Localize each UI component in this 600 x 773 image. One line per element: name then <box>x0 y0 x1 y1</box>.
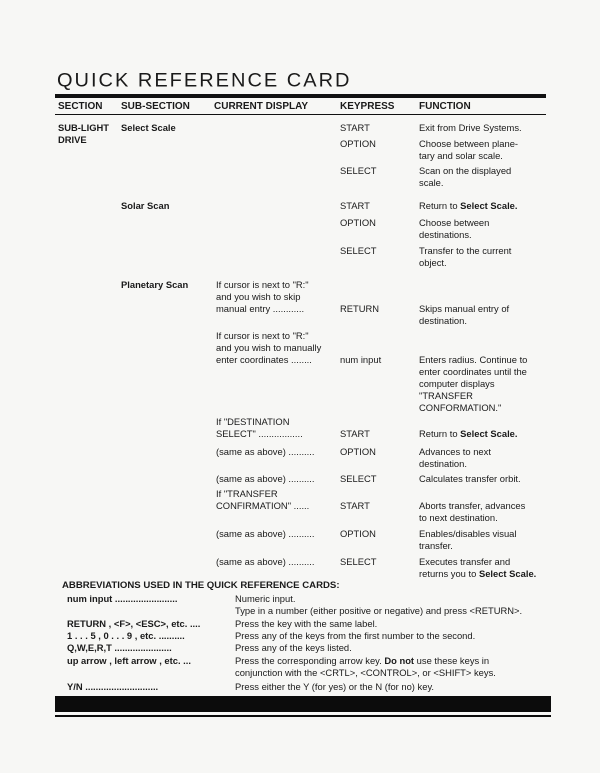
keypress-cell: START <box>340 200 370 211</box>
function-cell: "TRANSFER <box>419 390 473 401</box>
abbr-key: RETURN , <F>, <ESC>, etc. .... <box>67 618 201 629</box>
header-function: FUNCTION <box>419 101 471 112</box>
function-cell: to next destination. <box>419 512 498 523</box>
function-cell: Return to Select Scale. <box>419 428 518 439</box>
display-cell: If cursor is next to "R:" <box>216 330 309 341</box>
function-cell: returns you to Select Scale. <box>419 568 537 579</box>
function-cell: Enters radius. Continue to <box>419 354 528 365</box>
display-cell: If "DESTINATION <box>216 416 290 427</box>
abbr-value: Press any of the keys from the first number to the second. <box>235 630 476 641</box>
subsection-planetary-scan: Planetary Scan <box>121 279 189 290</box>
section-name-line1: SUB-LIGHT <box>58 122 110 133</box>
keypress-cell: RETURN <box>340 303 380 314</box>
function-cell: destination. <box>419 458 467 469</box>
keypress-cell: SELECT <box>340 245 377 256</box>
function-cell: object. <box>419 257 447 268</box>
function-cell: Executes transfer and <box>419 556 511 567</box>
display-cell: (same as above) .......... <box>216 473 315 484</box>
function-cell: Choose between <box>419 217 490 228</box>
header-rule <box>55 114 546 115</box>
display-cell: CONFIRMATION" ...... <box>216 500 310 511</box>
display-cell: (same as above) .......... <box>216 556 315 567</box>
abbreviations-title: ABBREVIATIONS USED IN THE QUICK REFERENCE CARDS: <box>62 580 340 591</box>
keypress-cell: START <box>340 428 370 439</box>
footer-bar <box>55 696 551 712</box>
abbr-value: Press any of the keys listed. <box>235 642 352 653</box>
function-cell: Choose between plane- <box>419 138 519 149</box>
abbr-key: Y/N ............................ <box>67 681 159 692</box>
title-rule <box>55 94 546 98</box>
display-cell: (same as above) .......... <box>216 528 315 539</box>
page-title: QUICK REFERENCE CARD <box>57 70 352 92</box>
abbr-value: Press the key with the same label. <box>235 618 378 629</box>
display-cell: and you wish to manually <box>216 342 322 353</box>
abbr-value: Numeric input. <box>235 593 296 604</box>
function-cell: Transfer to the current <box>419 245 512 256</box>
function-cell: Scan on the displayed <box>419 165 512 176</box>
function-cell: tary and solar scale. <box>419 150 503 161</box>
keypress-cell: OPTION <box>340 138 376 149</box>
footer-rule <box>55 715 551 717</box>
display-cell: manual entry ............ <box>216 303 305 314</box>
keypress-cell: SELECT <box>340 556 377 567</box>
abbr-value: conjunction with the <CRTL>, <CONTROL>, or <SHIFT> keys. <box>235 667 496 678</box>
display-cell: and you wish to skip <box>216 291 301 302</box>
keypress-cell: START <box>340 500 370 511</box>
section-name-line2: DRIVE <box>58 134 87 145</box>
keypress-cell: num input <box>340 354 382 365</box>
function-cell: enter coordinates until the <box>419 366 527 377</box>
function-cell: computer displays <box>419 378 495 389</box>
abbr-key: 1 . . . 5 , 0 . . . 9 , etc. .......... <box>67 630 185 641</box>
keypress-cell: OPTION <box>340 446 376 457</box>
display-cell: If cursor is next to "R:" <box>216 279 309 290</box>
header-section: SECTION <box>58 101 103 112</box>
function-cell: Skips manual entry of <box>419 303 510 314</box>
function-cell: Enables/disables visual <box>419 528 517 539</box>
function-cell: Return to Select Scale. <box>419 200 518 211</box>
function-cell: transfer. <box>419 540 453 551</box>
function-cell: destinations. <box>419 229 472 240</box>
function-cell: CONFORMATION." <box>419 402 502 413</box>
abbr-value: Press the corresponding arrow key. Do not use these keys in <box>235 655 490 666</box>
header-current-display: CURRENT DISPLAY <box>214 101 309 112</box>
display-cell: enter coordinates ........ <box>216 354 312 365</box>
abbr-value: Type in a number (either positive or negative) and press <RETURN>. <box>235 605 523 616</box>
function-cell: scale. <box>419 177 444 188</box>
keypress-cell: OPTION <box>340 217 376 228</box>
keypress-cell: SELECT <box>340 165 377 176</box>
abbr-key: up arrow , left arrow , etc. ... <box>67 655 191 666</box>
abbr-key: Q,W,E,R,T ...................... <box>67 642 172 653</box>
display-cell: SELECT" ................. <box>216 428 303 439</box>
function-cell: Advances to next <box>419 446 491 457</box>
subsection-select-scale: Select Scale <box>121 122 176 133</box>
keypress-cell: OPTION <box>340 528 376 539</box>
abbr-key: num input ........................ <box>67 593 178 604</box>
abbr-value: Press either the Y (for yes) or the N (for no) key. <box>235 681 435 692</box>
subsection-solar-scan: Solar Scan <box>121 200 170 211</box>
display-cell: If "TRANSFER <box>216 488 278 499</box>
keypress-cell: START <box>340 122 370 133</box>
function-cell: Exit from Drive Systems. <box>419 122 522 133</box>
keypress-cell: SELECT <box>340 473 377 484</box>
function-cell: Calculates transfer orbit. <box>419 473 521 484</box>
display-cell: (same as above) .......... <box>216 446 315 457</box>
function-cell: destination. <box>419 315 467 326</box>
header-keypress: KEYPRESS <box>340 101 395 112</box>
header-subsection: SUB-SECTION <box>121 101 190 112</box>
function-cell: Aborts transfer, advances <box>419 500 526 511</box>
